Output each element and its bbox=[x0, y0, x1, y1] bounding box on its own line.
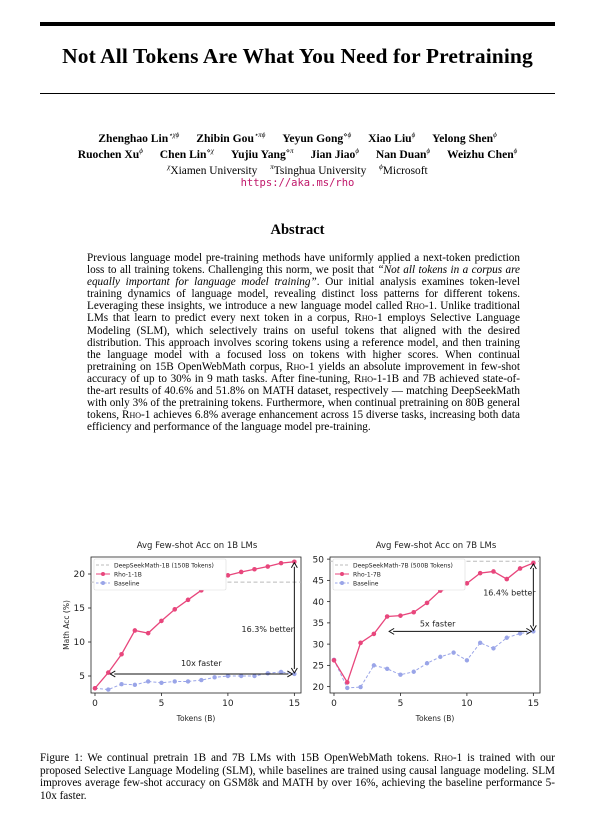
y-tick-label: 35 bbox=[312, 619, 324, 630]
y-tick-label: 45 bbox=[312, 576, 324, 587]
baseline-point bbox=[398, 673, 402, 677]
affiliation-name: Microsoft bbox=[382, 164, 428, 177]
baseline-point bbox=[119, 682, 123, 686]
rho-point bbox=[119, 652, 124, 657]
y-tick-label: 40 bbox=[312, 597, 324, 608]
y-tick-label: 10 bbox=[73, 638, 85, 649]
rho-point bbox=[385, 614, 390, 619]
abstract-text: employs Selective Language Modeling (SLM), which selectively trains on useful tokens that aligned with the desired distribution. This approach involves scoring tokens using a reference model, and then training the language model with a focused loss on tokens with higher scores. When continual pretraining on 15B OpenWebMath corpus, bbox=[87, 312, 520, 373]
rho-point bbox=[518, 566, 523, 571]
rho-point bbox=[239, 570, 244, 575]
authors-line-1 bbox=[40, 131, 555, 145]
rho-point bbox=[372, 632, 377, 637]
rho-point bbox=[425, 601, 430, 606]
author-marks: ⋆πϕ bbox=[253, 131, 266, 139]
baseline-point bbox=[266, 671, 270, 675]
figure-1 bbox=[60, 537, 550, 737]
rho-point bbox=[133, 628, 138, 633]
annotation-label: 16.3% better bbox=[241, 624, 294, 634]
baseline-point bbox=[518, 631, 522, 635]
rho-point bbox=[478, 571, 483, 576]
legend-label: DeepSeekMath-7B (500B Tokens) bbox=[353, 562, 453, 570]
baseline-point bbox=[465, 658, 469, 662]
rho-point bbox=[411, 610, 416, 615]
author-marks: ⋆χϕ bbox=[168, 131, 180, 139]
author-marks: ϕ bbox=[513, 147, 518, 155]
abstract-text: and 7B achieved state-of-the-art results of 40.6% and 51.8% on MATH dataset, respectively — matching DeepSeekMath with only 3% of the pretraining tokens. Furthermore, when continual pretraining on 80B general tokens, bbox=[87, 372, 520, 422]
author-name: Chen Lin bbox=[159, 147, 207, 161]
rho-point bbox=[398, 613, 403, 618]
model-name: Rho-1 bbox=[354, 312, 383, 325]
baseline-point bbox=[478, 641, 482, 645]
baseline-point bbox=[505, 636, 509, 640]
y-tick-label: 5 bbox=[79, 672, 85, 683]
caption-text: is trained with our proposed Selective Language Modeling (SLM), while baselines are trained using causal language modeling. SLM improves average few-shot accuracy on GSM8k and MATH by over 16%, achieving the baseline performance 5-10x faster. bbox=[40, 752, 555, 802]
author-marks: ⋄π bbox=[285, 147, 294, 155]
affiliation bbox=[270, 163, 366, 177]
author bbox=[432, 131, 497, 145]
y-tick-label: 15 bbox=[73, 604, 85, 615]
baseline-point bbox=[358, 685, 362, 689]
x-tick-label: 5 bbox=[397, 699, 404, 709]
author-marks: ⋄χ bbox=[206, 147, 214, 155]
x-axis-label: Tokens (B) bbox=[176, 714, 216, 723]
rho-point bbox=[504, 577, 509, 582]
rho-point bbox=[358, 641, 363, 646]
author bbox=[376, 147, 430, 161]
y-tick-label: 30 bbox=[312, 640, 324, 651]
author-marks: ϕ bbox=[493, 131, 497, 139]
abstract-text: . Unlike traditional LMs that learn to predict every next token in a corpus, bbox=[87, 300, 520, 325]
model-name: Rho-1 bbox=[433, 752, 463, 764]
abstract-heading: Abstract bbox=[270, 222, 325, 238]
author bbox=[447, 147, 517, 161]
model-name: Rho-1-1B bbox=[354, 372, 400, 385]
baseline-point bbox=[372, 663, 376, 667]
rho-point bbox=[93, 686, 98, 691]
x-tick-label: 0 bbox=[331, 699, 337, 709]
rho-point bbox=[279, 561, 284, 566]
legend-label: Rho-1-7B bbox=[353, 571, 381, 579]
rho-point bbox=[252, 567, 257, 572]
author-name: Zhenghao Lin bbox=[98, 131, 169, 145]
author bbox=[282, 131, 351, 145]
chart-title: Avg Few-shot Acc on 7B LMs bbox=[375, 541, 497, 551]
author-name: Yujiu Yang bbox=[230, 147, 286, 161]
baseline-point bbox=[438, 655, 442, 659]
abstract-quote: “Not all tokens in a corpus are equally important for language model training” bbox=[87, 264, 521, 289]
author-marks: ϕ bbox=[411, 131, 416, 139]
top-rule bbox=[40, 22, 555, 26]
legend-marker bbox=[101, 581, 105, 585]
legend-marker bbox=[340, 581, 344, 585]
rho-point bbox=[491, 569, 496, 574]
baseline-point bbox=[491, 646, 495, 650]
rho-point bbox=[265, 564, 270, 569]
affiliation-name: Xiamen University bbox=[170, 164, 258, 177]
y-tick-label: 20 bbox=[312, 682, 324, 693]
author-name: Nan Duan bbox=[375, 147, 427, 161]
y-tick-label: 20 bbox=[73, 570, 85, 581]
author-marks: ϕ bbox=[355, 147, 359, 155]
abstract-text: Previous language model pre-training methods have uniformly applied a next-token prediction loss to all training tokens. Challenging this norm, we posit that bbox=[87, 252, 520, 277]
abstract-body bbox=[87, 252, 520, 433]
affiliation-name: Tsinghua University bbox=[273, 164, 367, 177]
author-name: Ruochen Xu bbox=[77, 147, 140, 161]
x-tick-label: 5 bbox=[158, 699, 165, 709]
x-axis-label: Tokens (B) bbox=[415, 714, 455, 723]
author-name: Jian Jiao bbox=[310, 147, 356, 161]
legend-label: Rho-1-1B bbox=[114, 571, 142, 579]
author-name: Yelong Shen bbox=[432, 131, 494, 145]
author bbox=[78, 147, 143, 161]
affiliation-mark: π bbox=[270, 163, 274, 171]
project-link[interactable]: https://aka.ms/rho bbox=[240, 177, 355, 189]
model-name: Rho-1 bbox=[405, 300, 435, 313]
baseline-line bbox=[95, 672, 294, 690]
rho-point bbox=[172, 607, 177, 612]
x-tick-label: 0 bbox=[92, 699, 98, 709]
legend-label: Baseline bbox=[114, 580, 140, 588]
chart-panel-1 bbox=[62, 541, 301, 723]
author-marks: ϕ bbox=[426, 147, 431, 155]
baseline-point bbox=[345, 686, 349, 690]
baseline-point bbox=[451, 650, 455, 654]
baseline-point bbox=[199, 678, 203, 682]
authors-line-2 bbox=[40, 147, 555, 161]
chart-panel-2 bbox=[313, 541, 540, 723]
x-tick-label: 10 bbox=[461, 699, 473, 709]
legend-marker bbox=[340, 572, 344, 576]
rho-point bbox=[186, 598, 191, 603]
author-name: Xiao Liu bbox=[368, 131, 412, 145]
figure-caption bbox=[40, 752, 555, 802]
author-name: Weizhu Chen bbox=[446, 147, 514, 161]
author-marks: ϕ bbox=[139, 147, 143, 155]
author bbox=[160, 147, 214, 161]
title-rule bbox=[40, 93, 555, 94]
rho-point bbox=[146, 631, 151, 636]
x-tick-label: 15 bbox=[288, 699, 301, 709]
affiliation bbox=[167, 163, 257, 177]
x-tick-label: 15 bbox=[527, 699, 540, 709]
caption-text: Figure 1: We continual pretrain 1B and 7B LMs with 15B OpenWebMath tokens. bbox=[40, 752, 434, 764]
legend-marker bbox=[101, 572, 105, 576]
baseline-point bbox=[425, 661, 429, 665]
affiliation-mark: ϕ bbox=[379, 163, 383, 171]
affiliation-mark: χ bbox=[167, 163, 171, 171]
baseline-point bbox=[385, 667, 389, 671]
baseline-point bbox=[173, 679, 177, 683]
rho-point bbox=[332, 658, 337, 663]
author bbox=[98, 131, 179, 145]
author-name: Yeyun Gong bbox=[282, 131, 344, 145]
abstract-text: . Our initial analysis examines token-level training dynamics of language model, revealing distinct loss patterns for different tokens. Leveraging these insights, we introduce a new language model called bbox=[87, 276, 520, 313]
baseline-point bbox=[212, 675, 216, 679]
baseline-point bbox=[146, 679, 150, 683]
rho-point bbox=[345, 680, 350, 685]
chart-title: Avg Few-shot Acc on 1B LMs bbox=[136, 541, 258, 551]
paper-title: Not All Tokens Are What You Need for Pretraining bbox=[62, 44, 533, 68]
affiliation bbox=[379, 163, 428, 177]
model-name: Rho-1 bbox=[286, 360, 315, 373]
author bbox=[368, 131, 415, 145]
annotation-label: 10x faster bbox=[180, 658, 222, 668]
baseline-point bbox=[106, 687, 110, 691]
annotation-label: 5x faster bbox=[419, 619, 456, 629]
abstract-text: achieves 6.8% average enhancement across 15 diverse tasks, increasing both data efficiency and performance of the language model pre-training. bbox=[87, 409, 520, 434]
baseline-point bbox=[412, 670, 416, 674]
author bbox=[311, 147, 359, 161]
legend-label: Baseline bbox=[353, 580, 379, 588]
author bbox=[231, 147, 294, 161]
y-tick-label: 50 bbox=[312, 555, 324, 566]
x-tick-label: 10 bbox=[222, 699, 234, 709]
baseline-point bbox=[133, 683, 137, 687]
baseline-point bbox=[159, 681, 163, 685]
rho-point bbox=[159, 619, 164, 624]
y-tick-label: 25 bbox=[312, 661, 324, 672]
abstract-text: yields an absolute improvement in few-shot accuracy of up to 30% in 9 math tasks. After fine-tuning, bbox=[87, 360, 520, 385]
y-axis-label: Math Acc (%) bbox=[62, 600, 71, 650]
author-name: Zhibin Gou bbox=[196, 131, 254, 145]
author-marks: ⋄ϕ bbox=[343, 131, 352, 139]
annotation-label: 16.4% better bbox=[483, 588, 536, 598]
author bbox=[196, 131, 265, 145]
legend-label: DeepSeekMath-1B (150B Tokens) bbox=[114, 562, 214, 570]
baseline-point bbox=[279, 670, 283, 674]
model-name: Rho-1 bbox=[122, 409, 151, 422]
affiliations bbox=[40, 163, 555, 177]
baseline-point bbox=[186, 679, 190, 683]
